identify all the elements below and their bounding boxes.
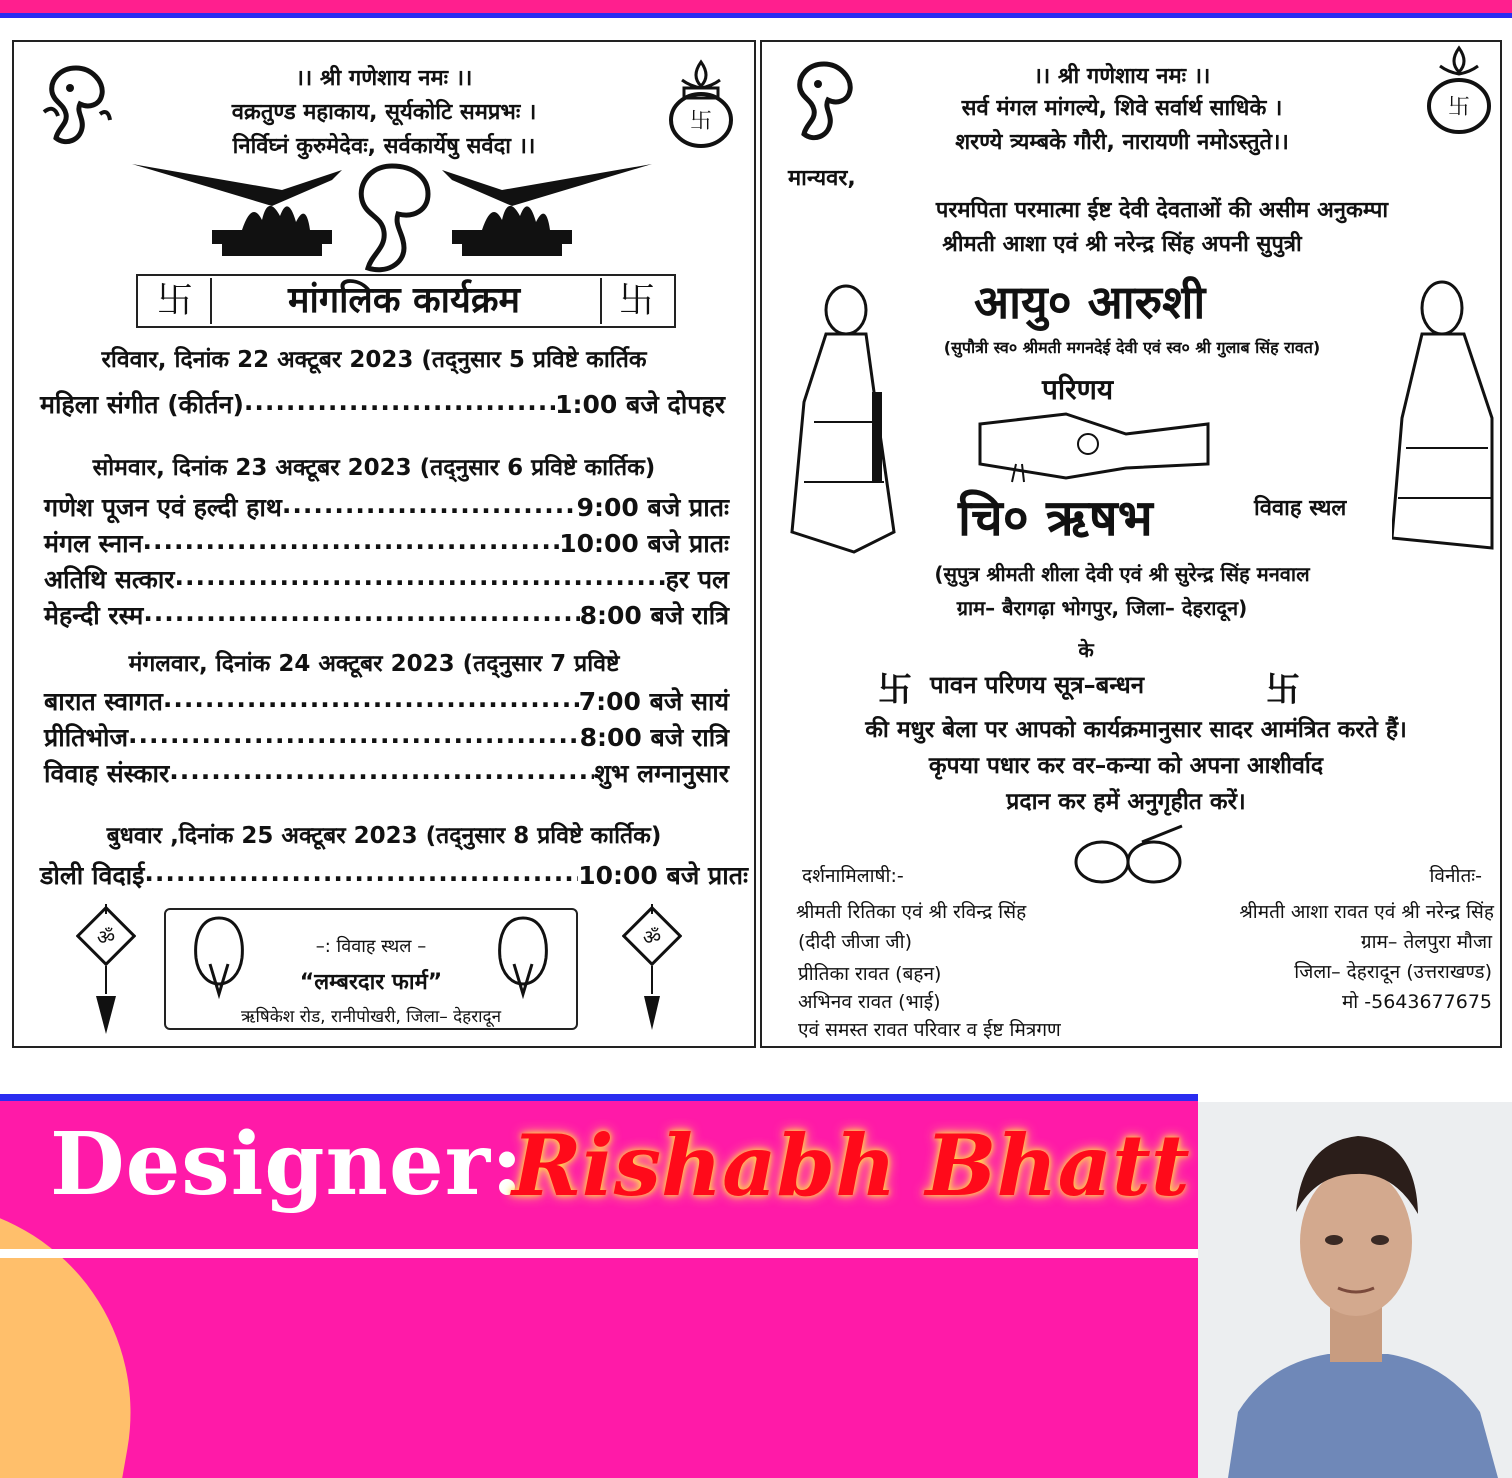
- havan-icon: [132, 160, 652, 278]
- swastik-icon: 卐: [1266, 670, 1300, 710]
- event-row: विवाह संस्कार ..... शुभ लग्नानुसार: [44, 756, 729, 790]
- invite-line-2: कृपया पधार कर वर–कन्या को अपना आशीर्वाद: [928, 753, 1324, 779]
- venue-box: [164, 908, 578, 1030]
- darshan-line: प्रीतिका रावत (बहन): [798, 963, 942, 985]
- event-row: प्रीतिभोज ..... 8:00 बजे रात्रि: [44, 720, 729, 754]
- swastik-icon: 卐: [878, 670, 912, 710]
- banner-top-line: [0, 1094, 1198, 1101]
- shloka-line-1: ।। श्री गणेशाय नमः ।।: [295, 66, 473, 91]
- event-row: अतिथि सत्कार ..... हर पल: [44, 562, 729, 596]
- bride-icon: [1392, 278, 1502, 568]
- groom-family-2: ग्राम– बैरागढ़ा भोगपुर, जिला– देहरादून): [956, 596, 1248, 620]
- program-title-box: [136, 274, 676, 328]
- ke-label: के: [1078, 638, 1094, 662]
- darshan-line: अभिनव रावत (भाई): [798, 991, 941, 1013]
- event-row: महिला संगीत (कीर्तन) ..... 1:00 बजे दोपहर: [40, 387, 725, 421]
- event-row: मंगल स्नान ..... 10:00 बजे प्रातः: [44, 526, 729, 560]
- shloka-line-1: ।। श्री गणेशाय नमः ।।: [1033, 64, 1211, 89]
- svg-text:卐: 卐: [1447, 95, 1471, 120]
- darshan-line: श्रीमती रितिका एवं श्री रविन्द्र सिंह: [796, 901, 1027, 923]
- bride-name: आयु० आरुशी: [974, 275, 1206, 329]
- swastik-icon: 卐: [600, 278, 672, 324]
- program-card: [12, 40, 756, 1048]
- shloka-line-3: निर्विघ्नं कुरुमेदेवः, सर्वकार्येषु सर्वदा ।।: [232, 134, 536, 159]
- day-header: रविवार, दिनांक 22 अक्टूबर 2023 (तद्नुसार 5 प्रविष्टे कार्तिक: [101, 347, 647, 373]
- designer-name: Rishabh Bhatt: [512, 1116, 1190, 1215]
- invite-line-3: प्रदान कर हमें अनुगृहीत करें।: [1006, 789, 1246, 815]
- program-title: मांगलिक कार्यक्रम: [287, 280, 521, 321]
- parinay-label: परिणय: [1042, 373, 1114, 406]
- event-row: डोली विदाई ..... 10:00 बजे प्रातः: [40, 858, 748, 892]
- invite-line-1: की मधुर बेला पर आपको कार्यक्रमानुसार सादर आमंत्रित करते हैं।: [865, 717, 1407, 743]
- top-color-bar: [0, 0, 1512, 20]
- salutation: मान्यवर,: [788, 166, 856, 191]
- day-header: मंगलवार, दिनांक 24 अक्टूबर 2023 (तद्नुसार 7 प्रविष्टे: [128, 651, 620, 677]
- vinit-line: मो -5643677675: [1341, 991, 1492, 1013]
- vinit-line: ग्राम– तेलपुरा मौजा: [1360, 931, 1492, 953]
- darshan-line: एवं समस्त रावत परिवार व ईष्ट मित्रगण: [798, 1019, 1061, 1041]
- event-row: बारात स्वागत ..... 7:00 बजे सायं: [44, 684, 729, 718]
- designer-label: Designer:: [50, 1114, 524, 1215]
- vinit-line: श्रीमती आशा रावत एवं श्री नरेन्द्र सिंह: [1239, 901, 1494, 923]
- banner-white-strip: [0, 1249, 1198, 1258]
- intro-line-2: श्रीमती आशा एवं श्री नरेन्द्र सिंह अपनी सुपुत्री: [942, 232, 1302, 257]
- designer-photo: [1198, 1102, 1512, 1478]
- om-hanging-icon: [76, 904, 136, 1044]
- shloka-line-2: वक्रतुण्ड महाकाय, सूर्यकोटि समप्रभः ।: [231, 100, 537, 125]
- shloka-line-3: शरण्ये त्र्यम्बके गौरी, नारायणी नमोऽस्तुते।।: [955, 130, 1289, 155]
- designer-banner: [0, 1094, 1198, 1478]
- swastik-icon: 卐: [140, 278, 212, 324]
- darshan-label: दर्शनामिलाषी:-: [802, 865, 904, 887]
- invitation-card: [760, 40, 1502, 1048]
- groom-name: चि० ऋषभ: [958, 489, 1153, 547]
- dhol-icon: [1072, 822, 1192, 892]
- decorative-petal: [0, 1190, 164, 1478]
- svg-text:卐: 卐: [689, 109, 713, 134]
- bride-family: (सुपौत्री स्व० श्रीमती मगनदेई देवी एवं स्व० श्री गुलाब सिंह रावत): [943, 338, 1321, 357]
- vinit-label: विनीतः-: [1429, 865, 1482, 887]
- om-hanging-icon: [622, 904, 682, 1044]
- venue-address: ऋषिकेश रोड, रानीपोखरी, जिला– देहरादून: [240, 1007, 502, 1027]
- svg-text:ॐ: ॐ: [96, 925, 116, 949]
- shloka-line-2: सर्व मंगल मांगल्ये, शिवे सर्वार्थ साधिके ।: [961, 96, 1283, 121]
- groom-family-1: (सुपुत्र श्रीमती शीला देवी एवं श्री सुरेन्द्र सिंह मनवाल: [934, 562, 1310, 586]
- vinit-line: जिला– देहरादून (उत्तराखण्ड): [1294, 961, 1492, 983]
- event-row: मेहन्दी रस्म ..... 8:00 बजे रात्रि: [44, 598, 729, 632]
- darshan-line: (दीदी जीजा जी): [798, 931, 912, 953]
- svg-text:ॐ: ॐ: [642, 925, 662, 949]
- groom-icon: [784, 282, 904, 572]
- event-row: गणेश पूजन एवं हल्दी हाथ ..... 9:00 बजे प्रातः: [44, 490, 729, 524]
- day-header: बुधवार ,दिनांक 25 अक्टूबर 2023 (तद्नुसार 8 प्रविष्टे कार्तिक): [106, 823, 662, 849]
- venue-label: –: विवाह स्थल –: [315, 936, 427, 957]
- portrait-avatar: [1198, 1102, 1512, 1478]
- venue-name: “लम्बरदार फार्म”: [299, 970, 443, 995]
- day-header: सोमवार, दिनांक 23 अक्टूबर 2023 (तद्नुसार 6 प्रविष्टे कार्तिक): [92, 455, 656, 481]
- sutra-line: पावन परिणय सूत्र–बन्धन: [930, 671, 1145, 699]
- venue-side-label: विवाह स्थल: [1254, 496, 1347, 521]
- intro-line-1: परमपिता परमात्मा ईष्ट देवी देवताओं की असीम अनुकम्पा: [935, 198, 1389, 223]
- hands-icon: [976, 394, 1212, 484]
